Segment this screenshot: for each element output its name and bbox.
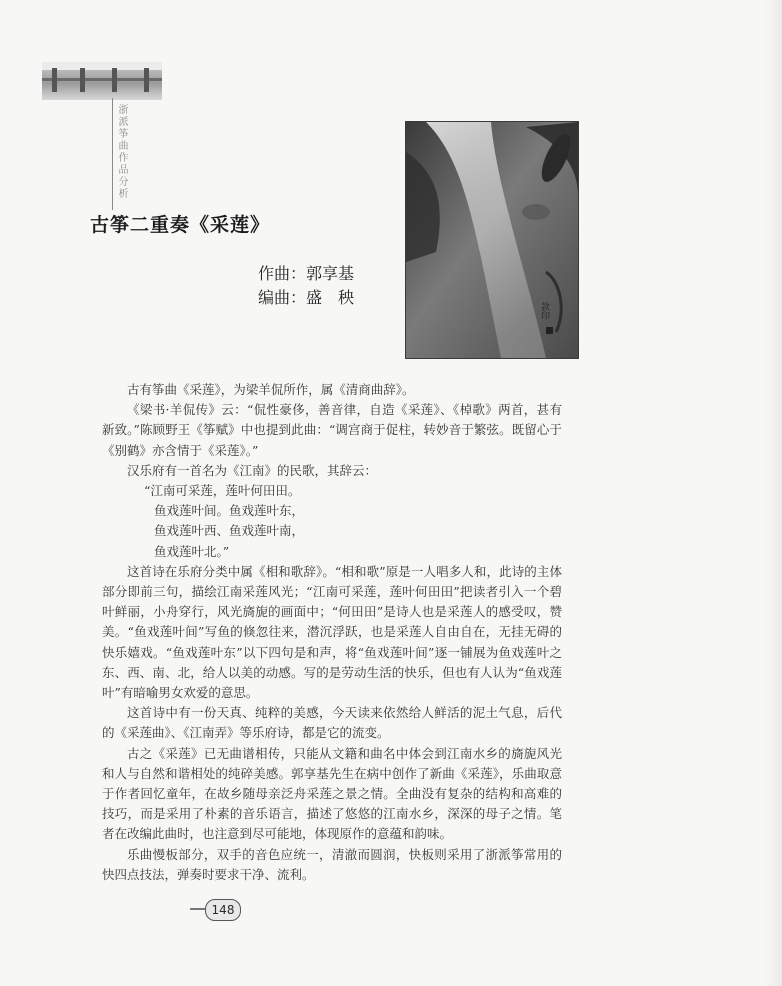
- paragraph: 古有筝曲《采莲》，为梁羊侃所作，属《清商曲辞》。: [127, 382, 415, 397]
- side-rule: [112, 98, 113, 210]
- svg-text:款印: 款印: [539, 302, 549, 320]
- poem-block: [102, 481, 562, 562]
- poem-line: 鱼戏莲叶西、鱼戏莲叶南，: [154, 523, 305, 539]
- page-number: 148: [205, 899, 241, 921]
- credits: [258, 262, 354, 310]
- header-photo-strip: [42, 62, 162, 100]
- paragraph: 这首诗在乐府分类中属《相和歌辞》。“相和歌”原是一人唱多人和，此诗的主体部分即前三句，描绘江南采莲风光；“江南可采莲，莲叶何田田”把读者引入一个碧叶鲜丽，小舟穿行，风光旖旎的画面中；“何田田”是诗人也是采莲人的感受叹，赞美。“鱼戏莲叶间”写鱼的倏忽往来，潜沉浮跃，也是采莲人自由自在，无挂无碍的快乐嬉戏。“鱼戏莲叶东”以下四句是和声，将“鱼戏莲叶间”逐一铺展为鱼戏莲叶之东、西、南、北，给人以美的动感。写的是劳动生活的快乐，但也有人认为“鱼戏莲叶”有暗喻男女欢爱的意思。: [102, 563, 562, 701]
- paragraph: 乐曲慢板部分，双手的音色应统一，清澈而圆润，快板则采用了浙派筝常用的快四点技法，弹奏时要求干净、流利。: [102, 846, 562, 882]
- poem-line: 鱼戏莲叶北。”: [154, 543, 230, 559]
- running-head: 浙派筝曲作品分析: [116, 104, 127, 200]
- arranger-credit: 编曲：盛 秧: [258, 288, 355, 307]
- article-body: [102, 380, 562, 885]
- composer-credit: 作曲：郭享基: [258, 264, 355, 283]
- paragraph: 古之《采莲》已无曲谱相传，只能从文籍和曲名中体会到江南水乡的旖旎风光和人与自然和谐相处的纯碎美感。郭享基先生在病中创作了新曲《采莲》，乐曲取意于作者回忆童年，在故乡随母亲泛舟采莲之景之情。全曲没有复杂的结构和高难的技巧，而是采用了朴素的音乐语言，描述了悠悠的江南水乡，深深的母子之情。笔者在改编此曲时，也注意到尽可能地，体现原作的意蕴和韵味。: [102, 745, 562, 842]
- paragraph: 汉乐府有一首名为《江南》的民歌，其辞云：: [127, 462, 378, 478]
- painting-lotus-koi-image: [405, 121, 579, 359]
- paragraph: 《梁书·羊侃传》云：“侃性豪侈，善音律，自造《采莲》、《棹歌》两首，甚有新致。”陈顾野王《筝赋》中也提到此曲：“调宫商于促柱，转妙音于繁弦。既留心于《别鹤》亦含情于《采莲》。”: [102, 402, 562, 458]
- page-title: 古筝二重奏《采莲》: [90, 214, 271, 236]
- page-edge-shadow: [764, 0, 782, 986]
- paragraph: 这首诗中有一份天真、纯粹的美感，今天读来依然给人鲜活的泥土气息，后代的《采莲曲》、《江南弄》等乐府诗，都是它的流变。: [102, 705, 562, 741]
- poem-line: “江南可采莲，莲叶何田田。: [144, 483, 301, 499]
- poem-line: 鱼戏莲叶间。鱼戏莲叶东，: [154, 503, 305, 519]
